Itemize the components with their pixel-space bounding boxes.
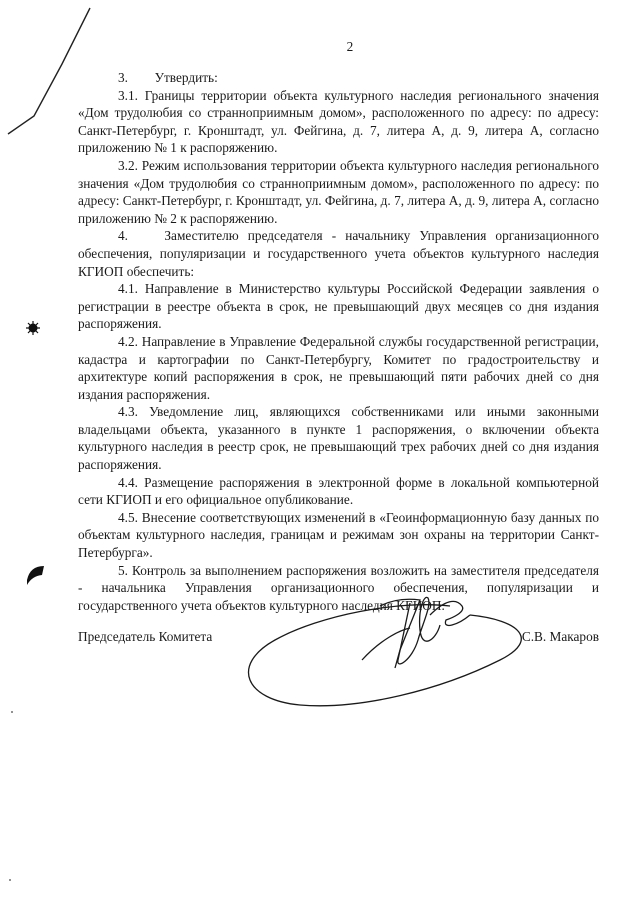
document-body <box>78 69 599 614</box>
scan-speck <box>11 711 13 713</box>
scan-speck <box>9 879 11 881</box>
signature-block <box>78 628 599 648</box>
paragraph-4-5: 4.5. Внесение соответствующих изменений в «Геоинформационную базу данных по объектам культурного наследия, границам и режимам зон охраны на территории Санкт-Петербурга». <box>78 509 599 561</box>
signatory-position: Председатель Комитета <box>78 629 213 644</box>
page-number: 2 <box>346 39 354 54</box>
paragraph-3-1: 3.1. Границы территории объекта культурного наследия регионального значения «Дом трудолюбия со странноприимным домом», расположенного по адресу: по адресу: Санкт-Петербург, г. Кронштадт, ул. Фейгина, д. 7, литера А, д. 9, литера А, согласно приложению № 1 к распоряжению. <box>78 87 599 156</box>
paragraph-3: 3. Утвердить: <box>118 70 218 85</box>
paragraph-4-1: 4.1. Направление в Министерство культуры Российской Федерации заявления о регистрации в реестре объекта в срок, не превышающий двух месяцев со дня издания распоряжения. <box>78 281 599 332</box>
staple-mark-icon <box>27 566 44 585</box>
paragraph-3-2: 3.2. Режим использования территории объекта культурного наследия регионального значения «Дом трудолюбия со странноприимным домом», расположенного по адресу: по адресу: Санкт-Петербург, г. Кронштадт, ул. Фейгина, д. 7, литера А, д. 9, литера А, согласно приложению № 2 к распоряжению. <box>78 157 599 226</box>
paragraph-4: 4. Заместителю председателя - начальнику Управления организационного обеспечения, популяризации и государственного учета объектов культурного наследия КГИОП обеспечить: <box>78 228 599 279</box>
paragraph-4-2: 4.2. Направление в Управление Федеральной службы государственной регистрации, кадастра и картографии по Санкт-Петербургу, Комитет по градостроительству и архитектуре копий распоряжения в срок, не превышающий пяти рабочих дней со дня издания распоряжения. <box>78 333 599 402</box>
signatory-name: С.В. Макаров <box>521 629 599 644</box>
paragraph-5: 5. Контроль за выполнением распоряжения возложить на заместителя председателя - начальника Управления организационного обеспечения, популяризации и государственного учета объектов культурного наследия КГИОП. <box>78 562 599 613</box>
binding-mark-icon <box>26 321 40 335</box>
paragraph-4-4: 4.4. Размещение распоряжения в электронной форме в локальной компьютерной сети КГИОП и его официальное опубликование. <box>78 474 599 508</box>
paragraph-4-3: 4.3. Уведомление лиц, являющихся собственниками или иными законными владельцами объекта, указанного в пункте 1 распоряжения, о включении объекта культурного наследия в реестр срок, не превышающий трех рабочих дней со дня издания распоряжения. <box>78 404 599 473</box>
